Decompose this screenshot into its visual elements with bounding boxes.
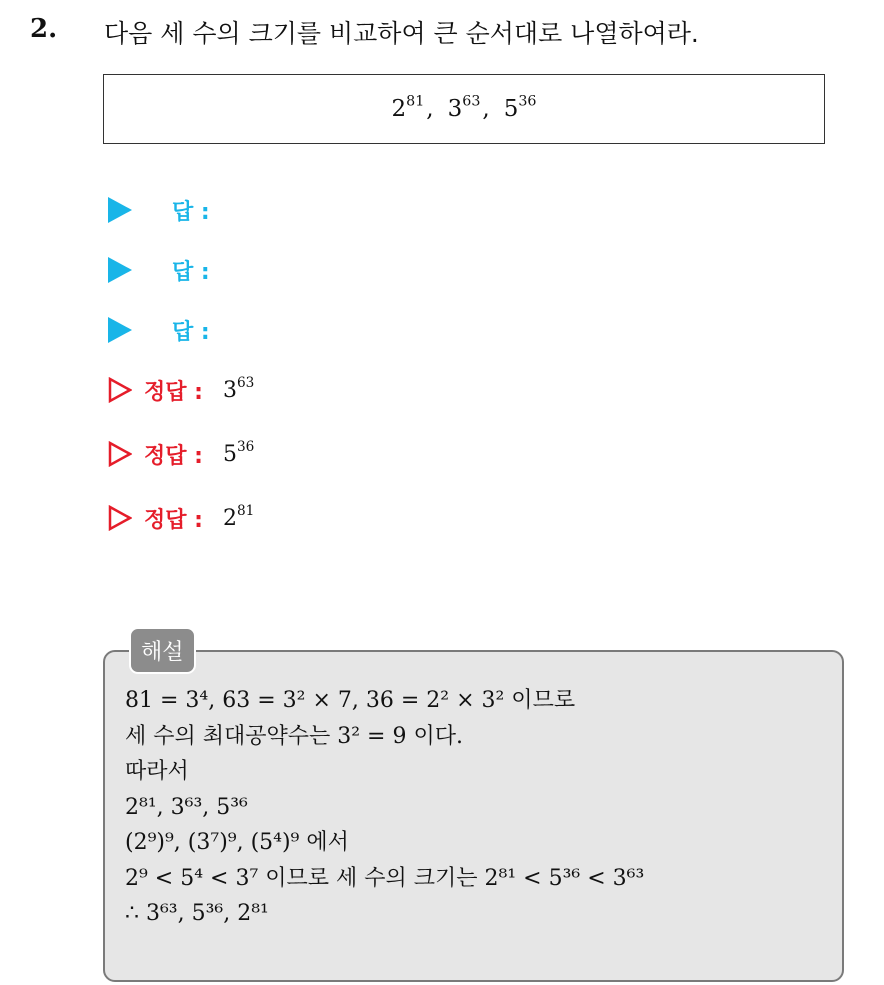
answer-label: 답 : xyxy=(172,259,210,285)
number-term: $5^{36}$ xyxy=(503,93,537,122)
play-icon xyxy=(108,257,132,283)
solution-line: 따라서 xyxy=(125,759,189,784)
play-icon xyxy=(108,197,132,223)
outline-triangle-icon xyxy=(108,441,132,467)
correct-row xyxy=(108,500,254,536)
number-term: $3^{63}$ xyxy=(447,93,481,122)
answer-row xyxy=(108,312,210,348)
answer-label: 답 : xyxy=(172,199,210,225)
correct-label: 정답 : xyxy=(144,379,203,405)
solution-lines xyxy=(125,683,644,932)
solution-line: 81 = 3⁴, 63 = 3² × 7, 36 = 2² × 3² 이므로 xyxy=(125,688,576,713)
answer-label: 답 : xyxy=(172,319,210,345)
correct-value: $2^{81}$ xyxy=(222,502,255,531)
correct-value: $3^{63}$ xyxy=(222,374,255,403)
correct-value: $5^{36}$ xyxy=(222,438,255,467)
solution-tab: 해설 xyxy=(129,627,196,674)
solution-line: ∴ 3⁶³, 5³⁶, 2⁸¹ xyxy=(125,901,269,926)
numbers-box: $2^{81}$ , $3^{63}$ , $5^{36}$ xyxy=(103,74,825,144)
answer-row xyxy=(108,192,210,228)
play-icon xyxy=(108,317,132,343)
solution-line: 세 수의 최대공약수는 3² = 9 이다. xyxy=(125,723,463,749)
solution-line: (2⁹)⁹, (3⁷)⁹, (5⁴)⁹ 에서 xyxy=(125,830,349,855)
answer-row xyxy=(108,252,210,288)
outline-triangle-icon xyxy=(108,505,132,531)
correct-label: 정답 : xyxy=(144,443,203,469)
solution-line: 2⁹ < 5⁴ < 3⁷ 이므로 세 수의 크기는 2⁸¹ < 5³⁶ < 3⁶³ xyxy=(125,865,645,891)
correct-row xyxy=(108,436,254,472)
correct-row xyxy=(108,372,254,408)
solution-line: 2⁸¹, 3⁶³, 5³⁶ xyxy=(125,794,248,820)
question-text: 다음 세 수의 크기를 비교하여 큰 순서대로 나열하여라. xyxy=(104,19,699,48)
number-term: $2^{81}$ xyxy=(391,93,425,122)
question-number: 2. xyxy=(30,14,58,44)
outline-triangle-icon xyxy=(108,377,132,403)
correct-label: 정답 : xyxy=(144,507,203,533)
